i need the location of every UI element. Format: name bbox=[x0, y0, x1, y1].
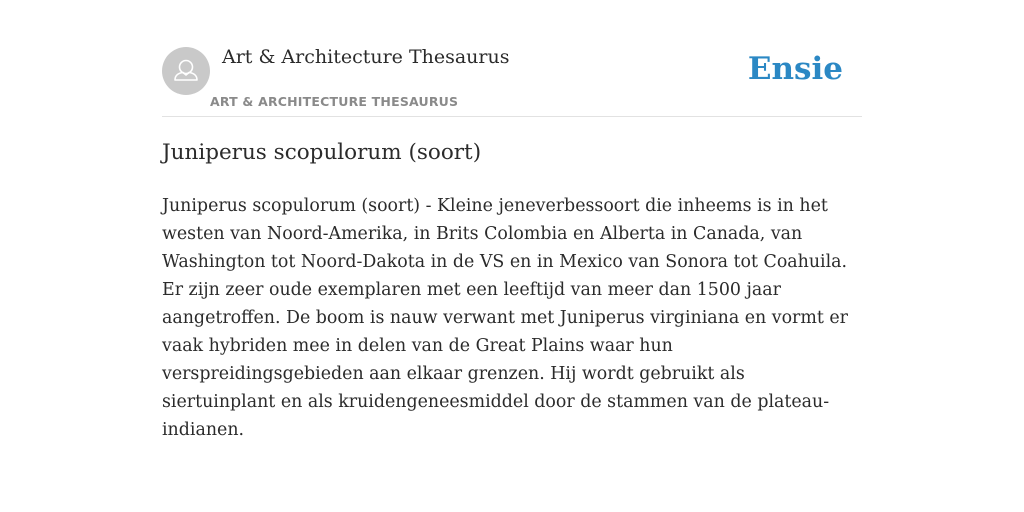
author-name[interactable]: Art & Architecture Thesaurus bbox=[222, 46, 510, 68]
author-avatar[interactable] bbox=[162, 47, 210, 95]
article-body: Juniperus scopulorum (soort) - Kleine jeneverbessoort die inheems is in het westen van Noord-Amerika, in Brits Colombia en Alberta in Canada, van Washington tot Noord-Dakota in de VS en in Mexico van Sonora tot Coahuila. Er zijn zeer oude exemplaren met een leeftijd van meer dan 1500 jaar aangetroffen. De boom is nauw verwant met Juniperus virginiana en vormt er vaak hybriden mee in delen van de Great Plains waar hun verspreidingsgebieden aan elkaar grenzen. Hij wordt gebruikt als siertuinplant en als kruidengeneesmiddel door de stammen van de plateau-indianen. bbox=[162, 196, 848, 440]
source-label[interactable]: ART & ARCHITECTURE THESAURUS bbox=[210, 94, 459, 109]
page-container bbox=[162, 0, 862, 440]
user-icon bbox=[162, 47, 210, 95]
header bbox=[162, 0, 862, 117]
ensie-logo[interactable]: Ensie bbox=[747, 51, 843, 87]
article-title: Juniperus scopulorum (soort) bbox=[162, 140, 482, 165]
